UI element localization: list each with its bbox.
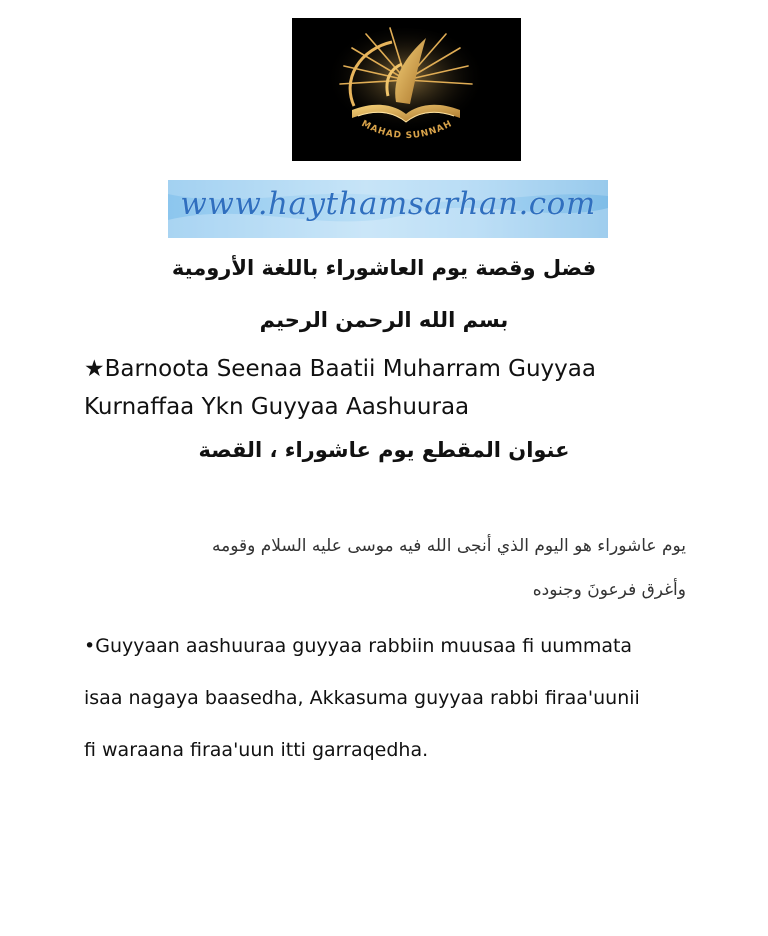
logo [292,18,521,161]
heading-line-1: Barnoota Seenaa Baatii Muharram Guyyaa [104,356,596,382]
oromo-paragraph [84,620,694,776]
section-subtitle-arabic: عنوان المقطع يوم عاشوراء ، القصة [198,438,570,462]
star-icon: ★ [84,356,105,382]
heading-line-2: Kurnaffaa Ykn Guyyaa Aashuuraa [84,394,470,420]
logo-brand-text: MAHAD SUNNAH [359,118,455,142]
oromo-paragraph-line-1: Guyyaan aashuuraa guyyaa rabbiin muusaa fi uummata [95,635,633,657]
page-title-arabic: فضل وقصة يوم العاشوراء باللغة الأرومية [171,256,597,280]
website-banner [168,180,608,238]
arabic-paragraph [120,524,686,612]
oromo-heading [84,350,684,426]
arabic-paragraph-line-2: وأغرق فرعونَ وجنوده [532,580,686,600]
bullet: • [84,635,96,657]
arabic-paragraph-line-1: يوم عاشوراء هو اليوم الذي أنجى الله فيه موسى عليه السلام وقومه [212,536,686,556]
website-url[interactable]: www.haythamsarhan.com [180,186,596,222]
oromo-paragraph-line-2: isaa nagaya baasedha, Akkasuma guyyaa rabbi firaa'uunii [84,687,640,709]
basmala: بسم الله الرحمن الرحيم [259,308,509,332]
oromo-paragraph-line-3: fi waraana firaa'uun itti garraqedha. [84,739,429,761]
open-book-quill-logo-icon [292,18,521,161]
